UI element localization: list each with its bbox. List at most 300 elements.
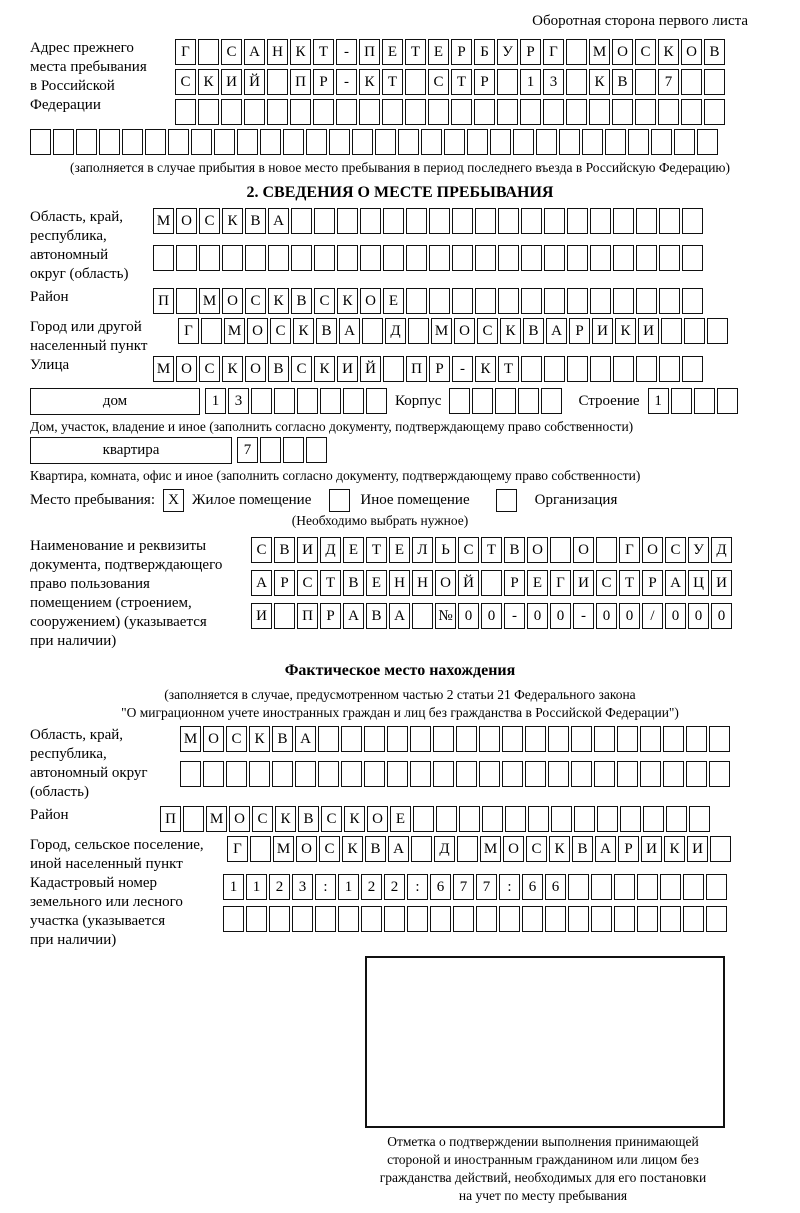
char-box	[521, 208, 542, 234]
char-box: В	[272, 726, 293, 752]
char-box: Р	[618, 836, 639, 862]
factual-raion-block	[30, 806, 770, 836]
char-box: Т	[481, 537, 502, 563]
char-box: С	[291, 356, 312, 382]
char-box	[521, 288, 542, 314]
factual-title: Фактическое место нахождения	[284, 662, 516, 679]
prev-address-row-2	[175, 69, 770, 96]
label-line: Федерации	[30, 97, 101, 113]
char-box	[375, 129, 396, 155]
char-box	[671, 388, 692, 414]
char-box	[518, 388, 539, 414]
char-box: К	[290, 39, 311, 65]
factual-oblast-label	[30, 726, 180, 802]
char-box	[429, 245, 450, 271]
char-box: В	[704, 39, 725, 65]
char-box	[659, 288, 680, 314]
char-box: 0	[665, 603, 686, 629]
char-box: 0	[550, 603, 571, 629]
char-box: Р	[642, 570, 663, 596]
checkbox-zhiloe: X	[163, 489, 184, 512]
char-box: И	[711, 570, 732, 596]
char-box: Р	[520, 39, 541, 65]
char-box: 6	[430, 874, 451, 900]
char-box	[617, 761, 638, 787]
char-box	[683, 906, 704, 932]
char-box	[433, 726, 454, 752]
char-box: С	[526, 836, 547, 862]
char-box: С	[458, 537, 479, 563]
char-box: 0	[688, 603, 709, 629]
char-box	[456, 761, 477, 787]
char-box	[337, 245, 358, 271]
char-box: В	[291, 288, 312, 314]
char-box	[387, 726, 408, 752]
char-box	[591, 874, 612, 900]
char-box	[636, 288, 657, 314]
char-box	[428, 99, 449, 125]
char-box: М	[206, 806, 227, 832]
factual-raion-row	[160, 806, 770, 833]
char-box	[521, 245, 542, 271]
char-box	[497, 99, 518, 125]
label-line: Отметка о подтверждении выполнения принимающей	[387, 1134, 699, 1149]
char-box: Т	[313, 39, 334, 65]
char-box	[475, 208, 496, 234]
label-line: при наличии)	[30, 633, 117, 649]
char-box	[704, 69, 725, 95]
char-box	[689, 806, 710, 832]
char-box: А	[389, 603, 410, 629]
char-box: О	[573, 537, 594, 563]
char-box	[590, 208, 611, 234]
char-box	[620, 806, 641, 832]
char-box	[168, 129, 189, 155]
char-box	[706, 906, 727, 932]
char-box	[475, 245, 496, 271]
char-box	[566, 39, 587, 65]
mesto-label: Место пребывания:	[30, 491, 155, 508]
label-line: право пользования	[30, 576, 150, 592]
char-box: 7	[237, 437, 258, 463]
char-box	[612, 99, 633, 125]
raion-block	[30, 288, 770, 318]
char-box: О	[360, 288, 381, 314]
dom-box-label: дом	[30, 388, 200, 415]
char-box	[306, 129, 327, 155]
char-box	[382, 99, 403, 125]
char-box	[467, 129, 488, 155]
label-line: места пребывания	[30, 59, 147, 75]
char-box	[498, 288, 519, 314]
document-row-3	[251, 603, 770, 630]
char-box: №	[435, 603, 456, 629]
char-box	[596, 537, 617, 563]
checkbox-organizatsiya	[496, 489, 517, 512]
char-box: С	[477, 318, 498, 344]
char-box: К	[344, 806, 365, 832]
char-box: С	[251, 537, 272, 563]
char-box: Н	[267, 39, 288, 65]
char-box: А	[295, 726, 316, 752]
char-box: 1	[246, 874, 267, 900]
char-box	[594, 726, 615, 752]
char-box: Ц	[688, 570, 709, 596]
char-box: И	[638, 318, 659, 344]
char-box: А	[251, 570, 272, 596]
char-box	[521, 356, 542, 382]
char-box	[683, 874, 704, 900]
char-box	[659, 208, 680, 234]
char-box: В	[612, 69, 633, 95]
char-box: К	[314, 356, 335, 382]
char-box	[590, 356, 611, 382]
char-box: К	[589, 69, 610, 95]
kadastr-row-2	[223, 906, 770, 933]
char-box	[245, 245, 266, 271]
label-line: Город, сельское поселение,	[30, 837, 204, 853]
char-box: 1	[223, 874, 244, 900]
char-box: Д	[711, 537, 732, 563]
char-box	[502, 726, 523, 752]
char-box	[614, 874, 635, 900]
char-box	[543, 99, 564, 125]
char-box: -	[452, 356, 473, 382]
factual-note-2: "О миграционном учете иностранных граждан и лиц без гражданства в Российской Федерации")	[121, 705, 679, 720]
char-box: У	[497, 39, 518, 65]
char-box: -	[336, 69, 357, 95]
char-box: Е	[382, 39, 403, 65]
char-box	[597, 806, 618, 832]
char-box: 2	[361, 874, 382, 900]
char-box	[686, 761, 707, 787]
char-box: Д	[320, 537, 341, 563]
char-box	[223, 906, 244, 932]
char-box	[313, 99, 334, 125]
char-box: И	[592, 318, 613, 344]
char-box: С	[221, 39, 242, 65]
char-box	[318, 761, 339, 787]
char-box: 0	[596, 603, 617, 629]
char-box	[237, 129, 258, 155]
char-box	[314, 208, 335, 234]
char-box: О	[296, 836, 317, 862]
char-box: П	[290, 69, 311, 95]
ulitsa-row	[153, 356, 770, 383]
char-box	[590, 288, 611, 314]
label-line: земельного или лесного	[30, 894, 183, 910]
char-box	[637, 874, 658, 900]
char-box: Е	[527, 570, 548, 596]
char-box	[613, 288, 634, 314]
char-box: 1	[205, 388, 226, 414]
label-line: (область)	[30, 784, 89, 800]
char-box	[411, 836, 432, 862]
char-box	[637, 906, 658, 932]
prev-address-note: (заполняется в случае прибытия в новое место пребывания в период последнего въезда в Российскую Федерацию)	[69, 160, 731, 175]
factual-note-1: (заполняется в случае, предусмотренном частью 2 статьи 21 Федерального закона	[164, 687, 636, 702]
char-box	[550, 537, 571, 563]
char-box	[571, 726, 592, 752]
char-box: Р	[313, 69, 334, 95]
oblast-row-1	[153, 208, 770, 235]
label-line: в Российской	[30, 78, 115, 94]
char-box	[590, 245, 611, 271]
char-box	[682, 208, 703, 234]
char-box	[364, 726, 385, 752]
char-box: С	[665, 537, 686, 563]
char-box	[476, 906, 497, 932]
char-box	[180, 761, 201, 787]
factual-gorod-label	[30, 836, 227, 874]
char-box: :	[407, 874, 428, 900]
factual-oblast-block	[30, 726, 770, 802]
char-box: С	[321, 806, 342, 832]
char-box: В	[316, 318, 337, 344]
char-box: О	[503, 836, 524, 862]
char-box: О	[203, 726, 224, 752]
char-box	[636, 208, 657, 234]
char-box	[362, 318, 383, 344]
char-box: Т	[619, 570, 640, 596]
char-box	[709, 726, 730, 752]
char-box	[614, 906, 635, 932]
char-box: Т	[451, 69, 472, 95]
label-line: при наличии)	[30, 932, 117, 948]
char-box	[568, 906, 589, 932]
oblast-row-2	[153, 245, 770, 272]
char-box: О	[612, 39, 633, 65]
char-box	[498, 208, 519, 234]
kvartira-cells	[237, 437, 329, 458]
char-box	[176, 245, 197, 271]
gorod-block	[30, 318, 770, 356]
label-line: участка (указывается	[30, 913, 166, 929]
section2-title: 2. СВЕДЕНИЯ О МЕСТЕ ПРЕБЫВАНИЯ	[246, 184, 554, 201]
char-box: Н	[389, 570, 410, 596]
stamp-box	[365, 956, 725, 1128]
char-box: Д	[385, 318, 406, 344]
char-box	[520, 99, 541, 125]
char-box: 7	[476, 874, 497, 900]
char-box: Е	[343, 537, 364, 563]
char-box	[153, 245, 174, 271]
char-box: 1	[338, 874, 359, 900]
stamp-note	[308, 1133, 778, 1205]
char-box: И	[221, 69, 242, 95]
char-box	[643, 806, 664, 832]
char-box	[175, 99, 196, 125]
label-line: республика,	[30, 228, 107, 244]
char-box	[681, 69, 702, 95]
char-box: Р	[320, 603, 341, 629]
char-box	[451, 99, 472, 125]
dom-row	[30, 388, 770, 418]
raion-row	[153, 288, 770, 315]
char-box	[682, 245, 703, 271]
char-box	[660, 906, 681, 932]
char-box	[505, 806, 526, 832]
char-box: М	[153, 356, 174, 382]
char-box: -	[504, 603, 525, 629]
mesto-note: (Необходимо выбрать нужное)	[291, 513, 469, 528]
char-box	[545, 906, 566, 932]
char-box: О	[681, 39, 702, 65]
char-box	[479, 726, 500, 752]
inoe-label: Иное помещение	[360, 491, 470, 508]
char-box: Ь	[435, 537, 456, 563]
char-box	[361, 906, 382, 932]
ulitsa-label: Улица	[30, 357, 70, 373]
char-box	[710, 836, 731, 862]
prev-address-row-1	[175, 39, 770, 66]
char-box	[408, 318, 429, 344]
char-box	[605, 129, 626, 155]
char-box: И	[297, 537, 318, 563]
kadastr-label	[30, 874, 223, 950]
char-box	[283, 129, 304, 155]
char-box: Г	[178, 318, 199, 344]
char-box: 1	[520, 69, 541, 95]
char-box: С	[199, 356, 220, 382]
kadastr-row-1	[223, 874, 770, 901]
char-box	[567, 356, 588, 382]
char-box	[704, 99, 725, 125]
char-box	[682, 356, 703, 382]
korpus-cells	[449, 388, 564, 405]
char-box: П	[406, 356, 427, 382]
char-box	[222, 245, 243, 271]
char-box	[291, 245, 312, 271]
char-box: С	[297, 570, 318, 596]
checkbox-inoe	[329, 489, 350, 512]
char-box: 0	[527, 603, 548, 629]
char-box: О	[245, 356, 266, 382]
char-box	[360, 208, 381, 234]
char-box	[548, 761, 569, 787]
char-box	[406, 245, 427, 271]
char-box: Г	[543, 39, 564, 65]
char-box	[522, 906, 543, 932]
char-box	[201, 318, 222, 344]
char-box	[436, 806, 457, 832]
char-box: И	[573, 570, 594, 596]
char-box: К	[475, 356, 496, 382]
char-box	[405, 69, 426, 95]
char-box	[589, 99, 610, 125]
page-header-note: Оборотная сторона первого листа	[532, 13, 748, 29]
char-box: И	[641, 836, 662, 862]
char-box	[336, 99, 357, 125]
char-box	[559, 129, 580, 155]
char-box	[541, 388, 562, 414]
char-box: Й	[458, 570, 479, 596]
char-box	[274, 388, 295, 414]
char-box	[267, 99, 288, 125]
char-box: -	[573, 603, 594, 629]
char-box: С	[314, 288, 335, 314]
char-box	[635, 69, 656, 95]
char-box: С	[226, 726, 247, 752]
factual-gorod-row	[227, 836, 770, 863]
char-box	[567, 245, 588, 271]
char-box	[249, 761, 270, 787]
char-box: В	[343, 570, 364, 596]
char-box: Г	[550, 570, 571, 596]
char-box	[384, 906, 405, 932]
char-box	[406, 288, 427, 314]
char-box	[246, 906, 267, 932]
char-box	[475, 288, 496, 314]
korpus-label: Корпус	[395, 393, 442, 409]
char-box	[366, 388, 387, 414]
raion-label: Район	[30, 289, 69, 305]
char-box	[183, 806, 204, 832]
char-box: О	[222, 288, 243, 314]
char-box: 6	[545, 874, 566, 900]
char-box: М	[273, 836, 294, 862]
char-box	[291, 208, 312, 234]
char-box	[199, 245, 220, 271]
char-box	[329, 129, 350, 155]
char-box	[658, 99, 679, 125]
char-box: А	[343, 603, 364, 629]
char-box	[594, 761, 615, 787]
char-box	[571, 761, 592, 787]
char-box: К	[222, 356, 243, 382]
char-box: Д	[434, 836, 455, 862]
char-box	[707, 318, 728, 344]
char-box: В	[245, 208, 266, 234]
char-box	[456, 726, 477, 752]
char-box: О	[176, 356, 197, 382]
oblast-block	[30, 208, 770, 284]
char-box: Т	[498, 356, 519, 382]
char-box: Р	[504, 570, 525, 596]
char-box: М	[153, 208, 174, 234]
char-box: В	[298, 806, 319, 832]
char-box	[628, 129, 649, 155]
char-box	[528, 806, 549, 832]
char-box: П	[153, 288, 174, 314]
char-box: Й	[244, 69, 265, 95]
char-box	[686, 726, 707, 752]
label-line: на учет по месту пребывания	[458, 1188, 628, 1203]
char-box: К	[222, 208, 243, 234]
char-box	[659, 245, 680, 271]
char-box	[413, 806, 434, 832]
char-box: Р	[429, 356, 450, 382]
char-box	[260, 129, 281, 155]
char-box	[320, 388, 341, 414]
char-box	[407, 906, 428, 932]
char-box	[499, 906, 520, 932]
char-box: А	[546, 318, 567, 344]
char-box: М	[224, 318, 245, 344]
char-box	[452, 208, 473, 234]
char-box	[566, 99, 587, 125]
char-box: Б	[474, 39, 495, 65]
zhiloe-label: Жилое помещение	[192, 491, 312, 508]
char-box: 0	[458, 603, 479, 629]
char-box	[338, 906, 359, 932]
char-box	[364, 761, 385, 787]
char-box	[660, 874, 681, 900]
char-box	[341, 726, 362, 752]
char-box	[498, 245, 519, 271]
char-box: В	[504, 537, 525, 563]
char-box	[398, 129, 419, 155]
